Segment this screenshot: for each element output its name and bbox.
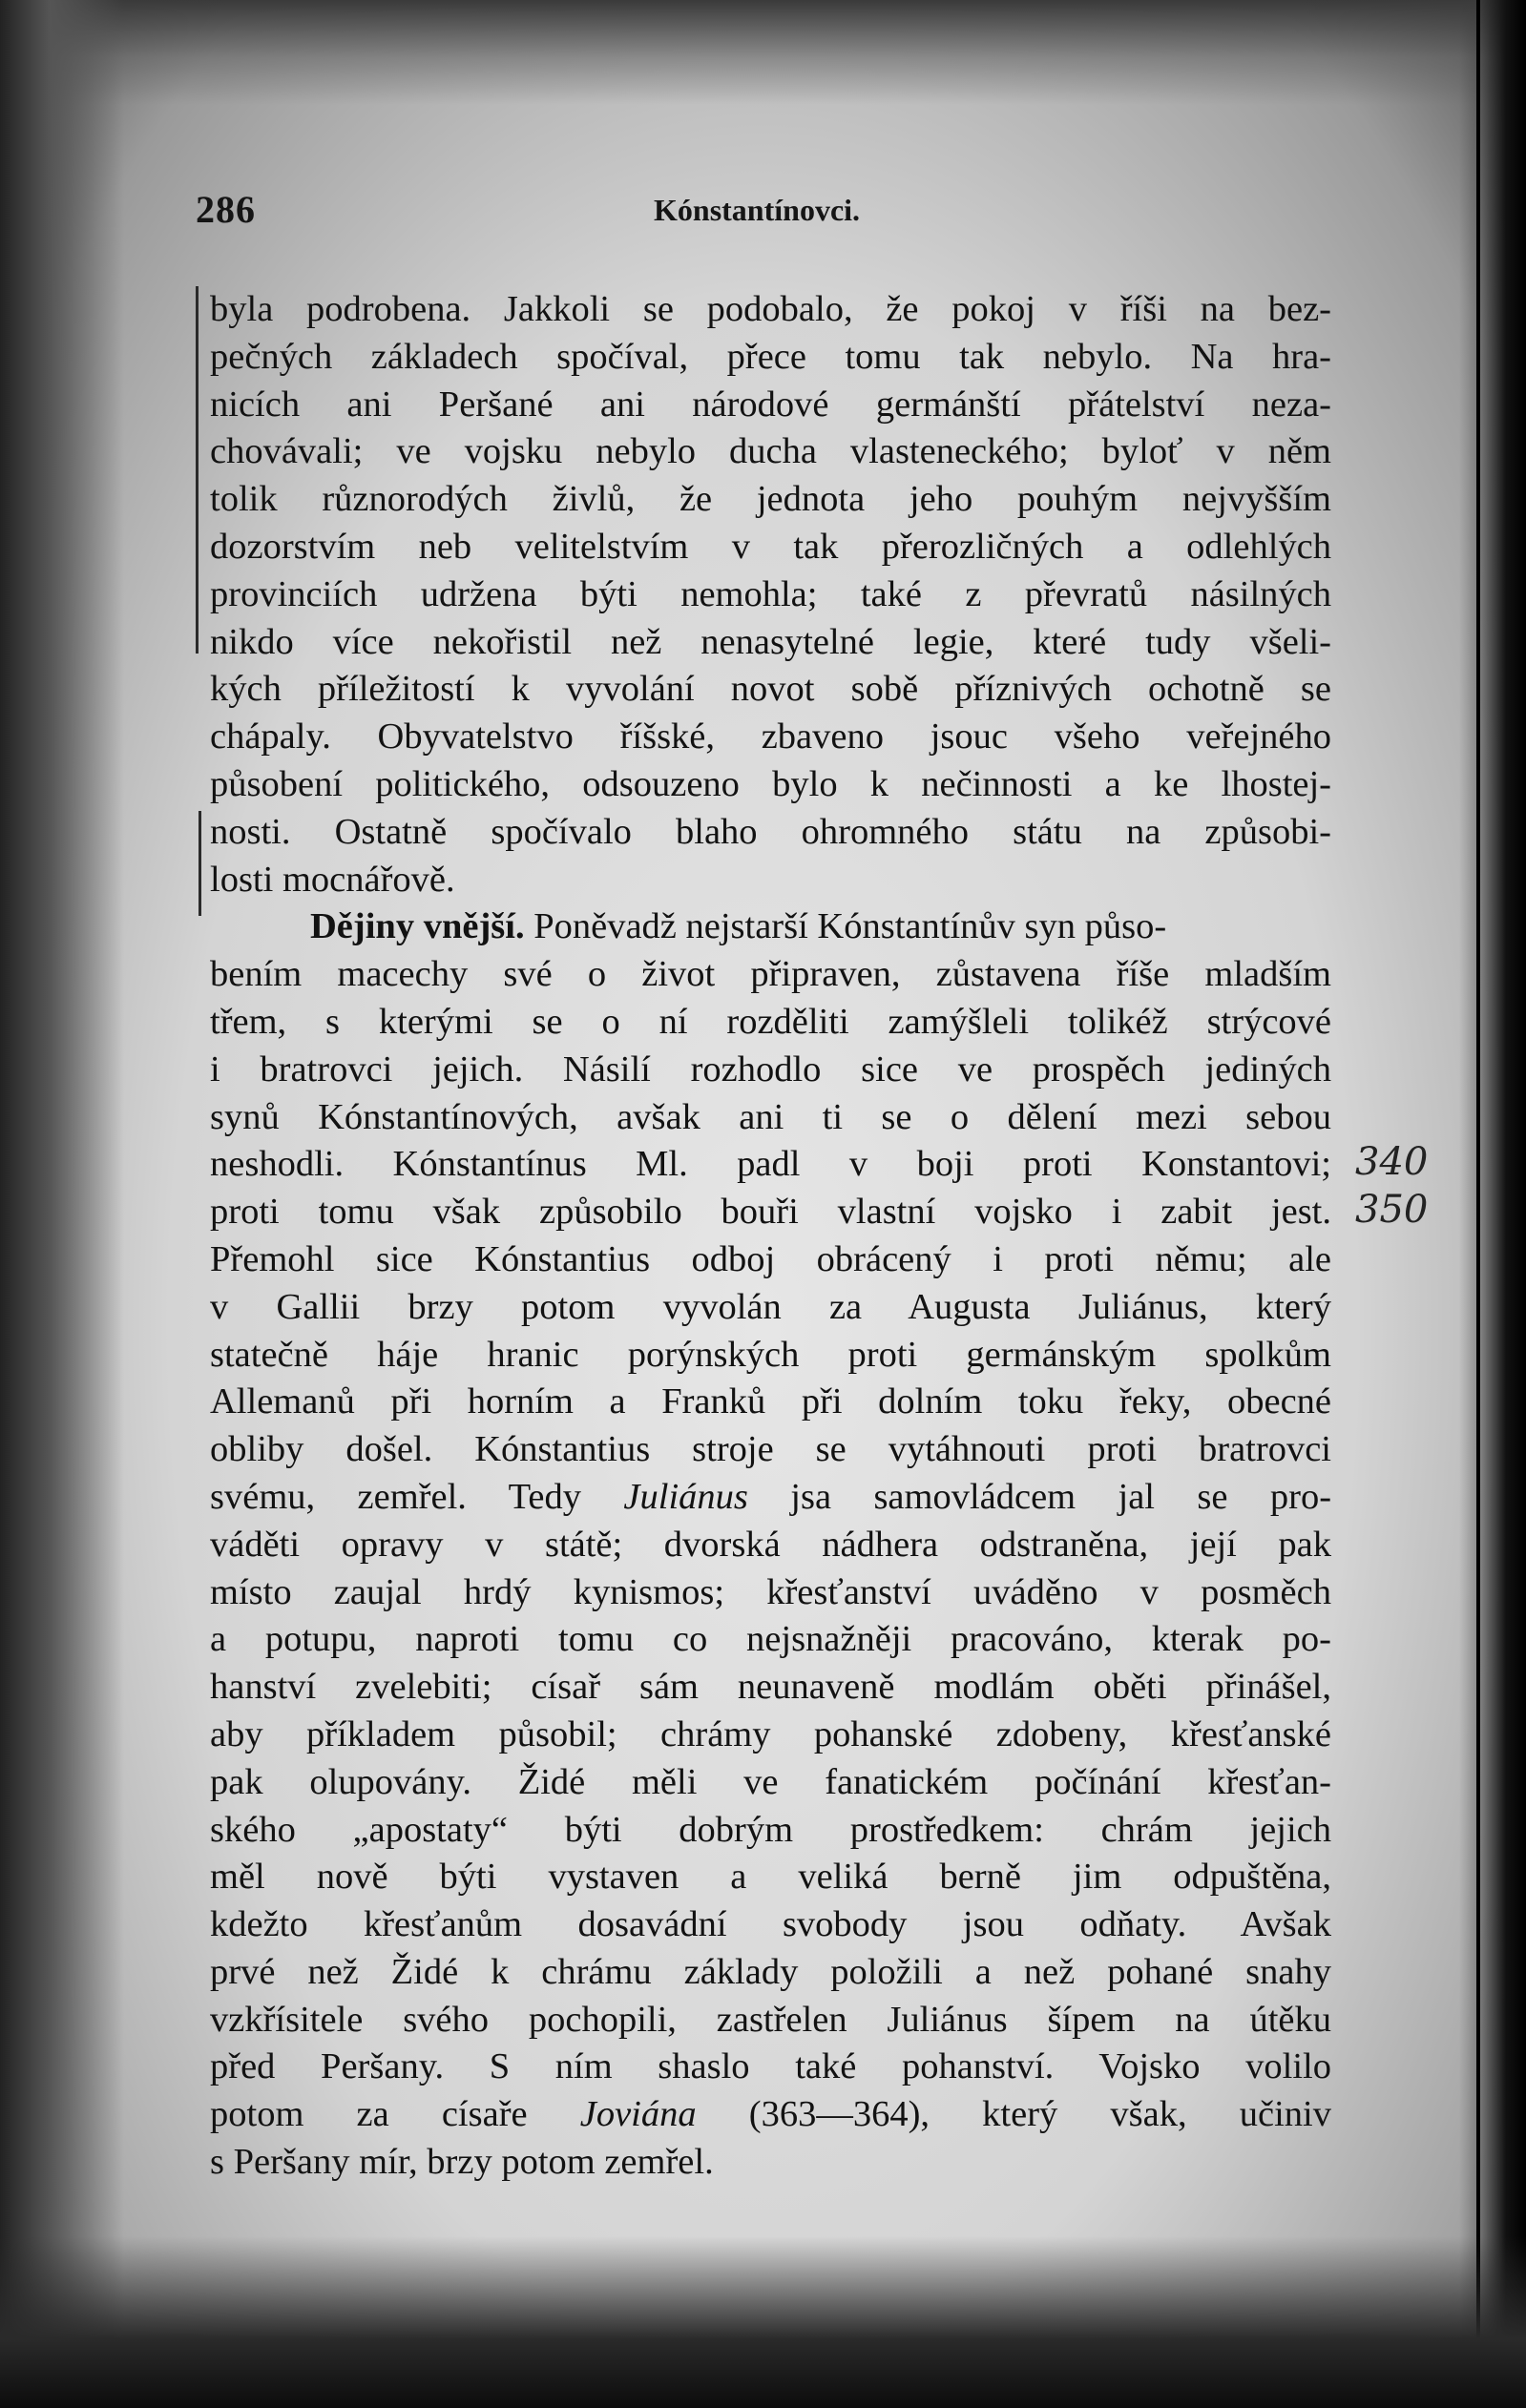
margin-bracket bbox=[199, 811, 201, 916]
text-line: nosti. Ostatně spočívalo blaho ohromného státu na způsobi- bbox=[210, 811, 1331, 852]
text-line bbox=[210, 903, 1331, 951]
text-line: byla podrobena. Jakkoli se podobalo, že pokoj v říši na bez- bbox=[210, 289, 1331, 329]
text-line: pak olupovány. Židé měli ve fanatickém počínání křesťan- bbox=[210, 1761, 1331, 1802]
text-line: synů Kónstantínových, avšak ani ti se o dělení mezi sebou bbox=[210, 1096, 1331, 1137]
italic-name: Joviána bbox=[579, 2094, 697, 2135]
scan-shadow-right bbox=[1459, 0, 1526, 2408]
text-line: vzkřísitele svého pochopili, zastřelen Juliánus šípem na útěku bbox=[210, 1999, 1331, 2040]
text-line: kdežto křesťanům dosavádní svobody jsou odňaty. Avšak bbox=[210, 1904, 1331, 1945]
margin-bracket bbox=[196, 286, 199, 654]
text-line: třem, s kterými se o ní rozděliti zamýšleli tolikéž strýcové bbox=[210, 1001, 1331, 1042]
scan-shadow-left bbox=[0, 0, 124, 2408]
text-line: Přemohl sice Kónstantius odboj obrácený i proti němu; ale bbox=[210, 1238, 1331, 1279]
page-number: 286 bbox=[196, 188, 256, 231]
text-seg: svému, zemřel. Tedy bbox=[210, 1476, 624, 1517]
text-line: prvé než Židé k chrámu základy položili a než pohané snahy bbox=[210, 1951, 1331, 1992]
text-line: dozorstvím neb velitelstvím v tak přerozličných a odlehlých bbox=[210, 526, 1331, 567]
text-line: nicích ani Peršané ani národové germánští přátelství neza- bbox=[210, 384, 1331, 425]
page-header bbox=[196, 187, 1341, 244]
text-line: chápaly. Obyvatelstvo říšské, zbaveno jsouc všeho veřejného bbox=[210, 716, 1331, 758]
sidehead: Dějiny vnější. bbox=[310, 906, 525, 947]
text-line: i bratrovci jejich. Násilí rozhodlo sice ve prospěch jediných bbox=[210, 1048, 1331, 1090]
text-line: měl nově býti vystaven a veliká berně jim odpuštěna, bbox=[210, 1857, 1331, 1898]
text-line: proti tomu však způsobilo bouři vlastní vojsko i zabit jest. bbox=[210, 1192, 1331, 1233]
text-line: losti mocnářově. bbox=[210, 859, 455, 900]
text-line: tolik různorodých živlů, že jednota jeho pouhým nejvyšším bbox=[210, 479, 1331, 520]
margin-note: 350 bbox=[1355, 1188, 1429, 1232]
text-line: váděti opravy v státě; dvorská nádhera odstraněna, její pak bbox=[210, 1524, 1331, 1565]
text-line: s Peršany mír, brzy potom zemřel. bbox=[210, 2142, 714, 2183]
body-text bbox=[210, 286, 1331, 2187]
text-line: v Gallii brzy potom vyvolán za Augusta Juliánus, který bbox=[210, 1286, 1331, 1327]
text-seg: jsa samovládcem jal se pro- bbox=[747, 1476, 1332, 1517]
text-line: ského „apostaty“ býti dobrým prostředkem: chrám jejich bbox=[210, 1809, 1331, 1850]
text-line bbox=[210, 1474, 1331, 1522]
text-line: a potupu, naproti tomu co nejsnažněji pracováno, kterak po- bbox=[210, 1619, 1331, 1660]
text-line: chovávali; ve vojsku nebylo ducha vlasteneckého; byloť v něm bbox=[210, 431, 1331, 472]
text-line: kých příležitostí k vyvolání novot sobě příznivých ochotně se bbox=[210, 669, 1331, 710]
text-line: aby příkladem působil; chrámy pohanské zdobeny, křesťanské bbox=[210, 1713, 1331, 1754]
text-line: bením macechy své o život připraven, zůstavena říše mladším bbox=[210, 954, 1331, 995]
page-edge-line bbox=[1476, 0, 1480, 2408]
margin-note: 340 bbox=[1355, 1140, 1429, 1184]
text-line bbox=[210, 2091, 1331, 2139]
text-line: před Peršany. S ním shaslo také pohanství. Vojsko volilo bbox=[210, 2046, 1331, 2087]
text-line-rest: Poněvadž nejstarší Kónstantínův syn půso- bbox=[524, 906, 1167, 947]
text-line: hanství zvelebiti; císař sám neunaveně modlám oběti přinášel, bbox=[210, 1667, 1331, 1708]
scan-shadow-top bbox=[0, 0, 1526, 105]
text-line: pečných základech spočíval, přece tomu tak nebylo. Na hra- bbox=[210, 336, 1331, 377]
text-line: působení politického, odsouzeno bylo k nečinnosti a ke lhostej- bbox=[210, 763, 1331, 804]
italic-name: Juliánus bbox=[623, 1476, 748, 1517]
running-title: Kónstantínovci. bbox=[654, 193, 861, 227]
text-line: neshodli. Kónstantínus Ml. padl v boji proti Konstantovi; bbox=[210, 1144, 1331, 1185]
scan-shadow-bottom bbox=[0, 2236, 1526, 2408]
text-line: statečně háje hranic porýnských proti germánským spolkům bbox=[210, 1334, 1331, 1375]
text-seg: potom za císaře bbox=[210, 2094, 580, 2135]
text-seg: (363—364), který však, učiniv bbox=[696, 2094, 1331, 2135]
text-line: obliby došel. Kónstantius stroje se vytáhnouti proti bratrovci bbox=[210, 1429, 1331, 1470]
text-line: Allemanů při horním a Franků při dolním toku řeky, obecné bbox=[210, 1381, 1331, 1422]
text-line: místo zaujal hrdý kynismos; křesťanství uváděno v posměch bbox=[210, 1571, 1331, 1612]
text-line: provinciích udržena býti nemohla; také z převratů násilných bbox=[210, 573, 1331, 614]
text-line: nikdo více nekořistil než nenasytelné legie, které tudy všeli- bbox=[210, 621, 1331, 662]
